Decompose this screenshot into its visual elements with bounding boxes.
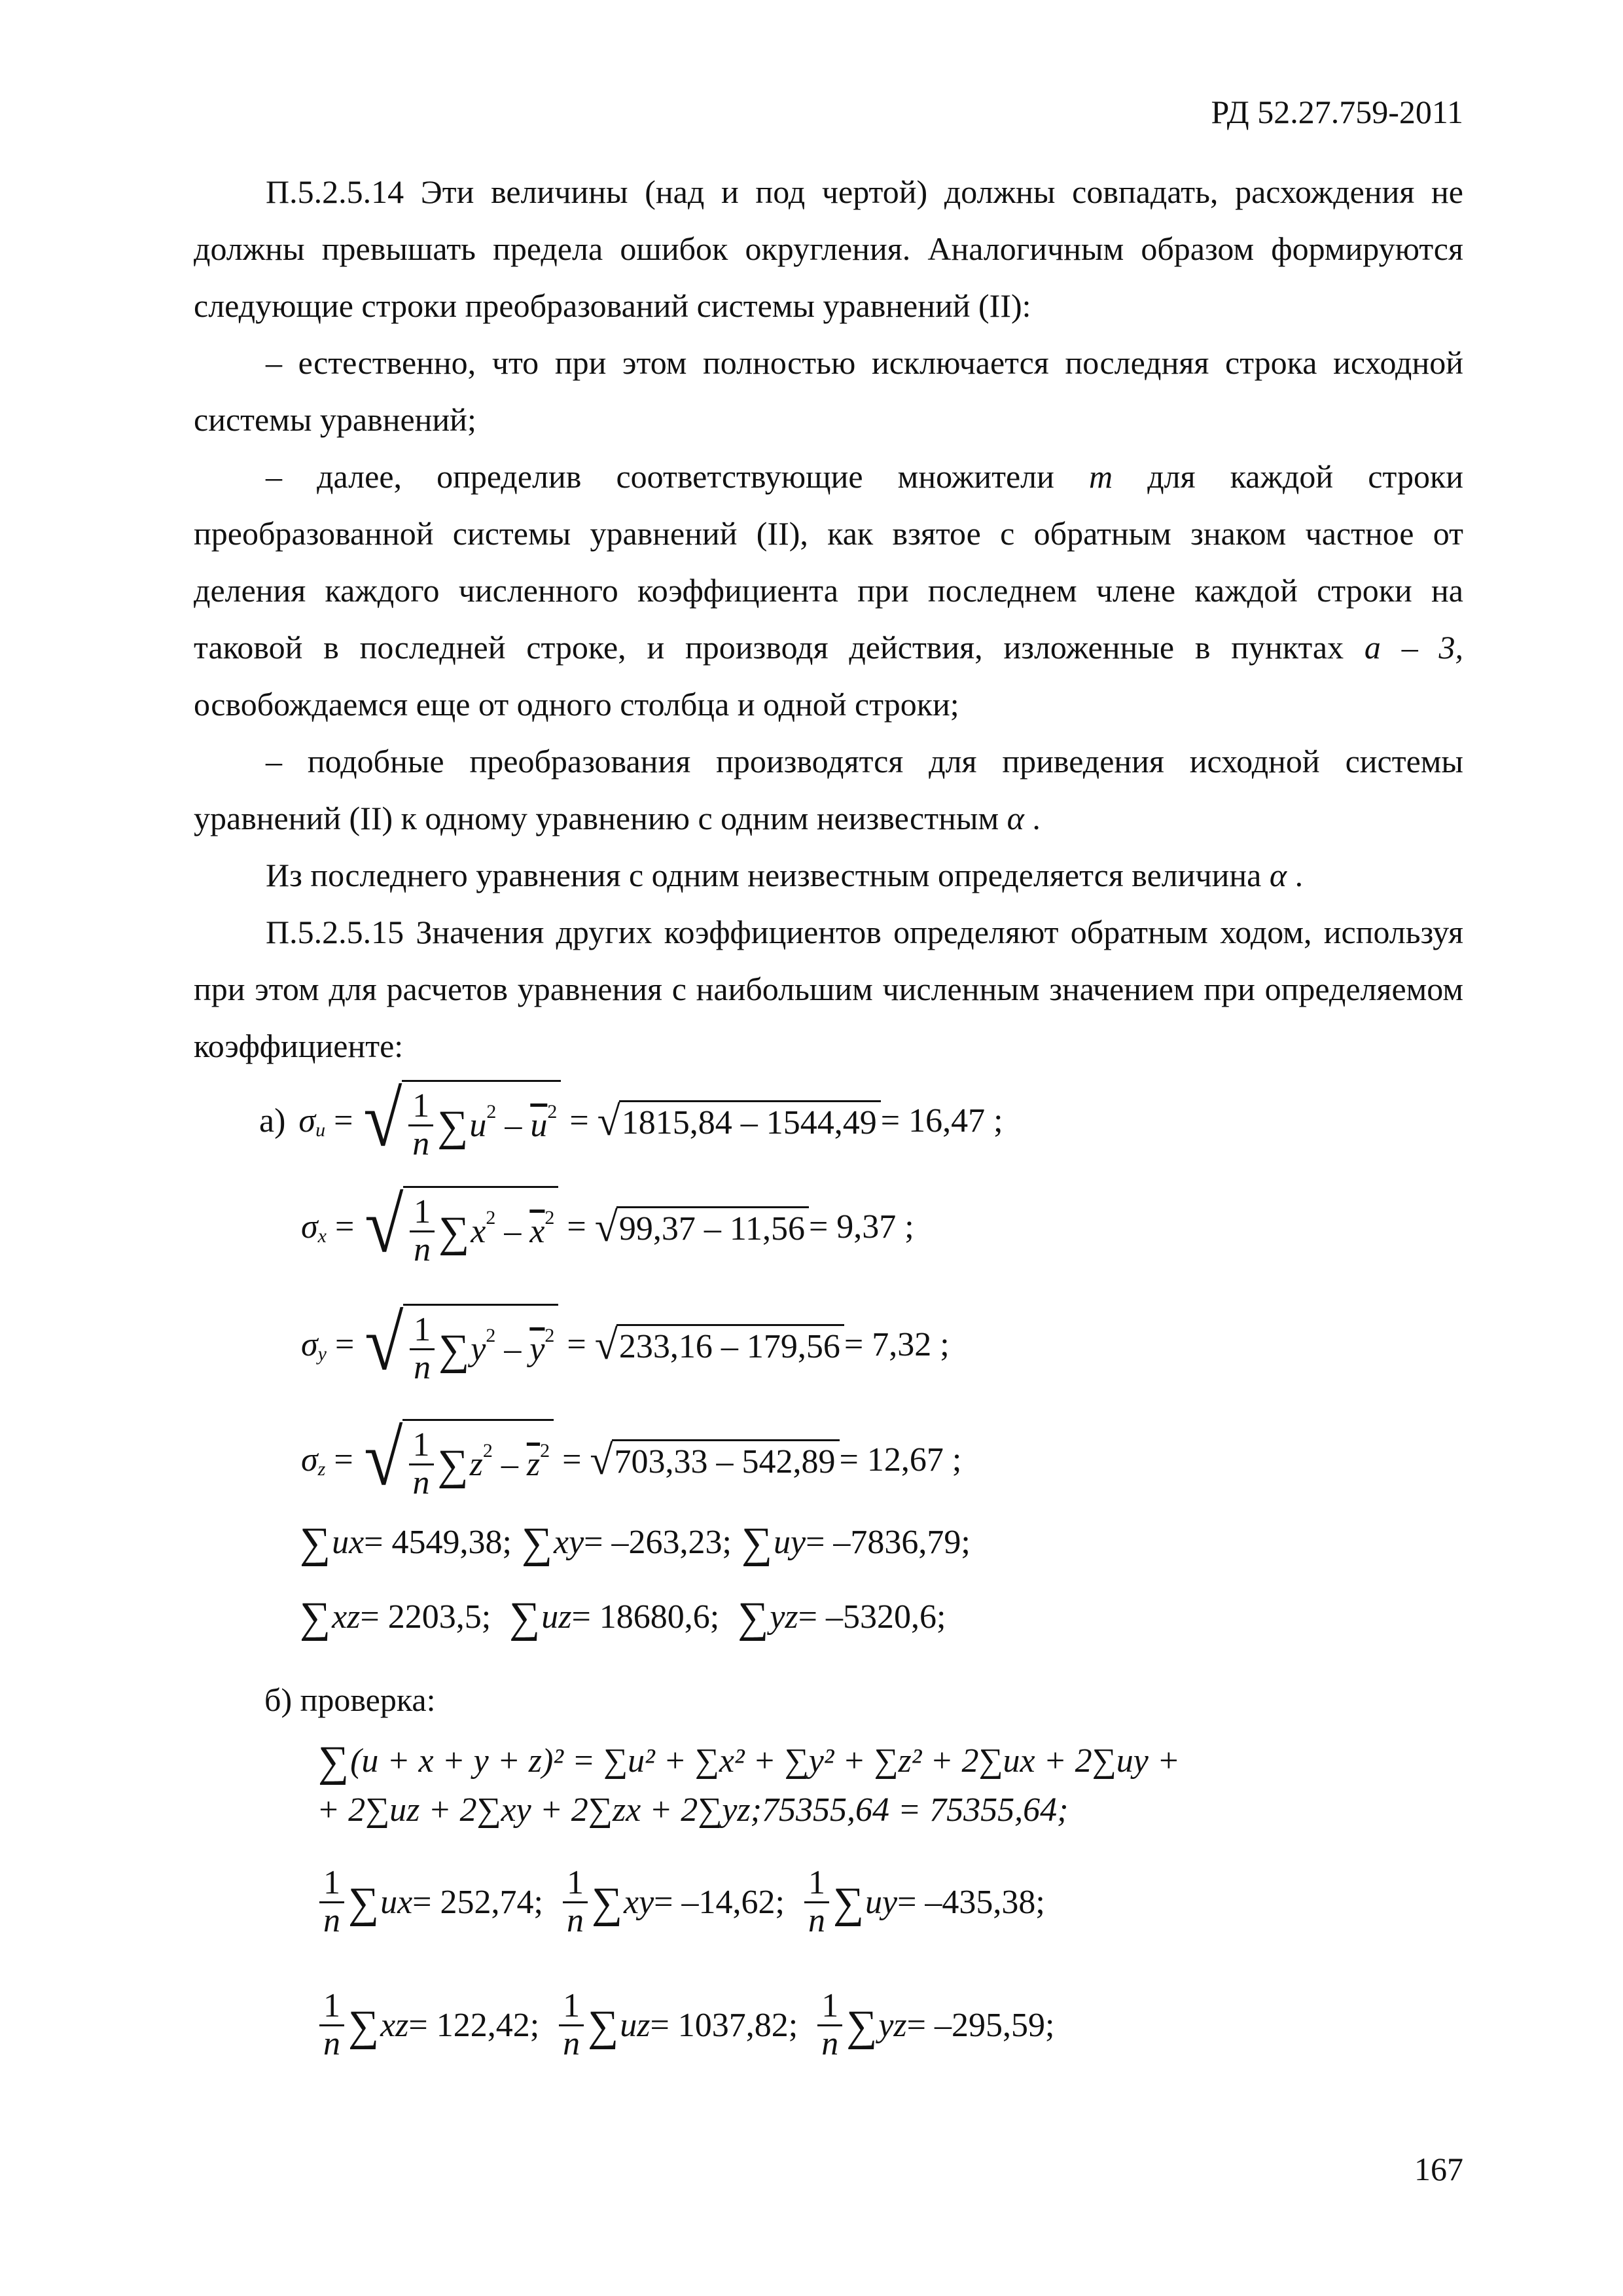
paragraph: П.5.2.5.15 Значения других коэффициентов определяют обратным ходом, используя при этом для расчетов уравнения с наибольшим численным значением при определяемом коэффициенте: xyxy=(194,914,1463,1064)
formula-sigma-x: σ x = √ $\frac{1}{n}$ ∑ x 2 – $\overline{x}$ 2 = √ 99,37 – 11,56 = 9,37 ; xyxy=(301,1181,914,1268)
means-row-2: $\frac{1}{n}$ ∑ xz = 122,42; $\frac{1}{n}$ ∑ uz = 1037,82; $\frac{1}{n}$ ∑ yz = –295,59; xyxy=(317,1988,1054,2062)
document-code: РД 52.27.759-2011 xyxy=(1211,94,1463,130)
means-row-1: $\frac{1}{n}$ ∑ ux = 252,74; $\frac{1}{n}$ ∑ xy = –14,62; $\frac{1}{n}$ ∑ uy = –435,38; xyxy=(317,1865,1045,1939)
paragraph: – подобные преобразования производятся для приведения исходной системы уравнений (II) к одному уравнению с одним неизвестным α . xyxy=(194,743,1463,836)
sums-row-1: ∑ ux = 4549,38; ∑ xy = –263,23; ∑ uy = –7836,79; xyxy=(300,1519,971,1567)
paragraph: – далее, определив соответствующие множители m для каждой строки преобразованной системы уравнений (II), как взятое с обратным знаком частное от деления каждого численного коэффициента при последнем члене каждой строки на таковой в последней строке, и производя действия, изложенные в пунктах a – 3, освобождаемся еще от одного столбца и одной строки; xyxy=(194,458,1464,723)
page-number: 167 xyxy=(1414,2151,1463,2187)
paragraph: Из последнего уравнения с одним неизвестным определяется величина α . xyxy=(266,857,1304,893)
body-text xyxy=(194,164,1463,1075)
paragraph: – естественно, что при этом полностью исключается последняя строка исходной системы уравнений; xyxy=(194,344,1463,438)
check-line-1: ∑ (u + x + y + z)² = ∑u² + ∑x² + ∑y² + ∑z² + 2∑ux + 2∑uy + xyxy=(318,1738,1180,1785)
sums-row-2: ∑ xz = 2203,5; ∑ uz = 18680,6; ∑ yz = –5320,6; xyxy=(300,1594,946,1641)
check-line-2: + 2∑uz + 2∑xy + 2∑zx + 2∑yz;75355,64 = 75355,64; xyxy=(317,1791,1069,1829)
formula-sigma-u: а) σ u = √ $\frac{1}{n}$ ∑ u 2 – $\overline{u}$ 2 = √ 1815,84 – 1544,49 = 16,47 ; xyxy=(259,1075,1003,1162)
paragraph: П.5.2.5.14 Эти величины (над и под чертой) должны совпадать, расхождения не должны превышать предела ошибок округления. Аналогичным образом формируются следующие строки преобразований системы уравнений (II): xyxy=(194,173,1463,324)
formula-sigma-z: σ z = √ $\frac{1}{n}$ ∑ z 2 – $\overline{z}$ 2 = √ 703,33 – 542,89 = 12,67 ; xyxy=(301,1414,962,1501)
check-label: б) проверка: xyxy=(264,1681,436,1718)
formula-sigma-y: σ y = √ $\frac{1}{n}$ ∑ y 2 – $\overline{y}$ 2 = √ 233,16 – 179,56 = 7,32 ; xyxy=(301,1299,950,1386)
